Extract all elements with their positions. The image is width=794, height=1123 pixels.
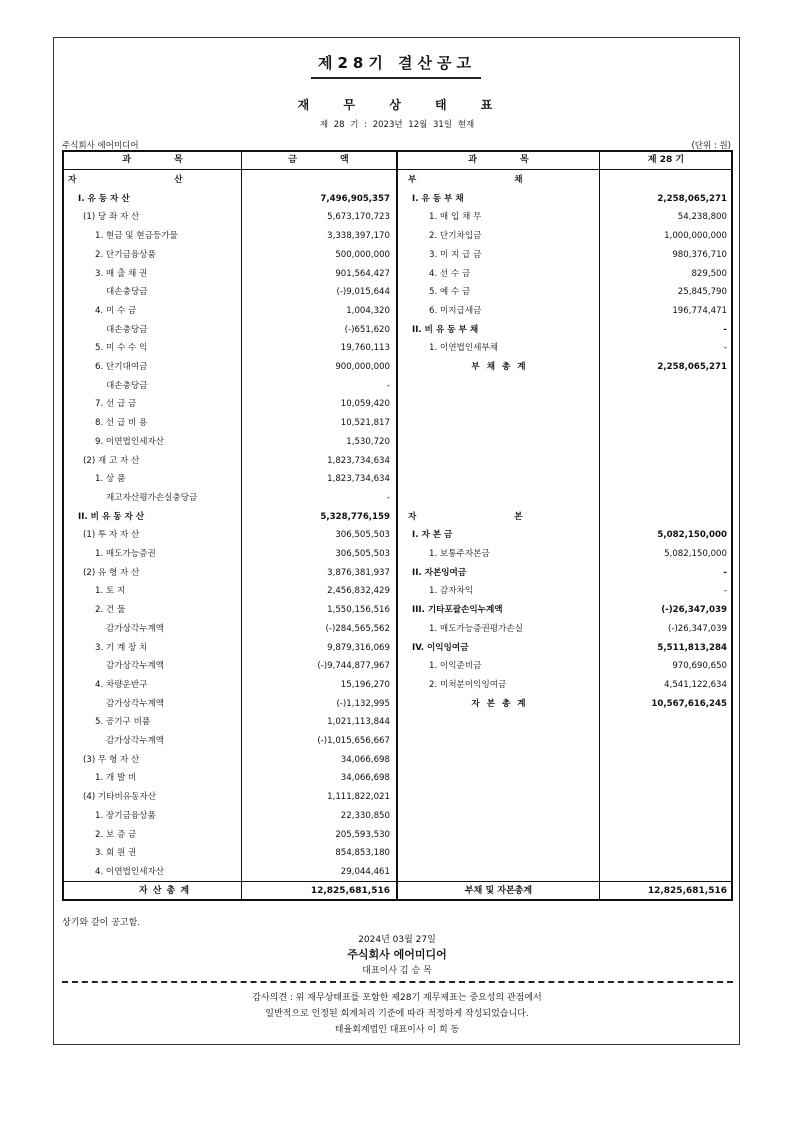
right-row-label: III. 기타포괄손익누계액 — [412, 605, 503, 616]
right-row-label: 1. 매도가능증권평가손실 — [429, 623, 523, 634]
left-row-label: (2) 유 형 자 산 — [83, 567, 140, 578]
left-row-label: 4. 차량운반구 — [95, 679, 148, 690]
left-row-label: 1. 개 발 비 — [95, 773, 137, 784]
right-row-label: 3. 미 지 급 금 — [429, 249, 482, 260]
left-row-label: 1. 상 품 — [95, 474, 126, 485]
left-row — [64, 863, 396, 882]
right-row — [398, 545, 733, 564]
left-row-amount: (-)284,565,562 — [325, 623, 390, 634]
left-row — [64, 265, 396, 284]
left-row-label: 6. 단기대여금 — [95, 362, 148, 372]
left-row — [64, 470, 396, 489]
left-row — [64, 620, 396, 639]
left-row-amount: - — [386, 492, 390, 503]
right-row-amount: 829,500 — [691, 268, 727, 279]
left-row-label: (4) 기타비유동자산 — [83, 792, 157, 803]
left-row-label: (1) 투 자 자 산 — [83, 530, 140, 541]
left-row — [64, 657, 396, 676]
left-row — [64, 321, 396, 340]
left-row — [64, 545, 396, 564]
left-row — [64, 433, 396, 452]
left-row-amount: 34,066,698 — [340, 773, 390, 784]
right-row-amount: 196,774,471 — [672, 305, 727, 316]
left-row-amount: 306,505,503 — [335, 530, 390, 541]
left-row-label: 4. 미 수 금 — [95, 305, 137, 316]
left-row — [64, 844, 396, 863]
left-row — [64, 171, 396, 190]
right-row — [398, 620, 733, 639]
left-row-amount: 900,000,000 — [335, 362, 390, 372]
right-row-label: 1. 매 입 채 무 — [429, 212, 482, 223]
left-row-label: 1. 매도가능증권 — [95, 549, 156, 559]
left-row-amount: (-)651,620 — [344, 324, 390, 335]
left-row — [64, 695, 396, 714]
left-row-label: 7. 선 급 금 — [95, 399, 137, 410]
left-row-amount: 7,496,905,357 — [320, 193, 390, 204]
audit-opinion-line1: 감사의견 : 위 재무상태표를 포함한 제28기 재무제표는 중요성의 관점에서 — [252, 993, 542, 1003]
title-underline — [311, 77, 481, 79]
left-row-amount: 34,066,698 — [340, 754, 390, 765]
left-row-amount: 1,823,734,634 — [327, 474, 390, 485]
right-row-amount: - — [723, 324, 727, 335]
left-row — [64, 732, 396, 751]
left-row — [64, 751, 396, 770]
right-row-label: 자 본 총 계 — [471, 698, 526, 709]
left-row-label: 5. 미 수 수 익 — [95, 343, 148, 354]
left-row-label: 2. 보 증 금 — [95, 829, 137, 840]
left-row-amount: 2,456,832,429 — [327, 586, 390, 597]
right-row — [398, 508, 733, 527]
right-row — [398, 639, 733, 658]
left-row-label: (2) 재 고 자 산 — [83, 455, 140, 466]
left-row-amount: 306,505,503 — [335, 549, 390, 559]
right-row — [398, 377, 733, 396]
left-row — [64, 676, 396, 695]
header-left-subject: 과 목 — [122, 155, 183, 165]
right-row-amount: - — [723, 567, 727, 578]
left-row-label: 2. 건 물 — [95, 605, 126, 616]
right-row — [398, 601, 733, 620]
ceo-name: 대표이사 김 승 목 — [362, 966, 432, 976]
left-row — [64, 283, 396, 302]
right-row — [398, 676, 733, 695]
left-row — [64, 227, 396, 246]
left-row-label: (1) 당 좌 자 산 — [83, 212, 140, 223]
notice-text: 상기와 같이 공고함. — [62, 918, 141, 928]
left-row-label: II. 비 유 동 자 산 — [78, 511, 145, 522]
left-row-amount: 1,021,113,844 — [327, 717, 390, 728]
left-row-amount: 5,328,776,159 — [320, 511, 390, 522]
unit-label: (단위 : 원) — [691, 141, 731, 151]
left-row — [64, 358, 396, 377]
left-row — [64, 601, 396, 620]
right-row-label: 1. 감자차익 — [429, 586, 474, 597]
left-row-amount: (-)9,015,644 — [336, 287, 390, 298]
right-row-label: IV. 이익잉여금 — [412, 642, 469, 653]
left-row-amount: 901,564,427 — [335, 268, 390, 279]
right-row-label: 부 채 — [408, 175, 523, 185]
right-row — [398, 358, 733, 377]
right-row-amount: (-)26,347,039 — [667, 623, 727, 634]
right-row — [398, 321, 733, 340]
left-row-label: 1. 현금 및 현금등가물 — [95, 231, 178, 242]
auditor-name: 태율회계법인 대표이사 이 희 동 — [334, 1025, 460, 1035]
total-liabilities-equity-label: 부채 및 자본총계 — [464, 886, 533, 896]
right-row-label: 1. 보통주자본금 — [429, 549, 490, 559]
left-row-label: 5. 공기구 비품 — [95, 717, 151, 728]
left-row — [64, 826, 396, 845]
right-row-amount: 54,238,800 — [677, 212, 727, 223]
left-row-amount: (-)1,132,995 — [336, 698, 390, 709]
right-row — [398, 339, 733, 358]
right-row-amount: 5,511,813,284 — [657, 642, 727, 653]
left-row-label: (3) 무 형 자 산 — [83, 754, 140, 765]
left-row-label: 감가상각누계액 — [106, 736, 165, 746]
audit-opinion-line2: 일반적으로 인정된 회계처리 기준에 따라 적정하게 작성되었습니다. — [265, 1009, 529, 1019]
right-row-amount: - — [723, 343, 727, 354]
right-row — [398, 302, 733, 321]
right-row — [398, 526, 733, 545]
right-row — [398, 433, 733, 452]
right-row-label: 5. 예 수 금 — [429, 287, 471, 298]
right-row-amount: 1,000,000,000 — [664, 231, 727, 242]
right-row — [398, 265, 733, 284]
company-name: 주식회사 에어미디어 — [347, 948, 447, 961]
left-row-label: 3. 기 계 장 치 — [95, 642, 148, 653]
total-assets-label: 자 산 총 계 — [138, 886, 190, 896]
left-row-amount: 500,000,000 — [335, 249, 390, 260]
right-row-label: II. 자본잉여금 — [412, 567, 467, 578]
right-row-label: 1. 이연법인세부채 — [429, 343, 499, 354]
header-right-amount: 제 28 기 — [647, 155, 685, 165]
right-row — [398, 489, 733, 508]
left-row-amount: 205,593,530 — [335, 829, 390, 840]
right-row — [398, 695, 733, 714]
right-row-amount: 2,258,065,271 — [657, 362, 727, 372]
page-title: 제28기 결산공고 — [317, 54, 477, 72]
left-row — [64, 769, 396, 788]
balance-sheet-table — [62, 150, 733, 901]
announcement-date: 2024년 03월 27일 — [358, 935, 436, 945]
right-row — [398, 246, 733, 265]
left-row-amount: 1,004,320 — [346, 305, 390, 316]
right-row — [398, 657, 733, 676]
statement-title: 재 무 상 태 표 — [297, 98, 497, 112]
left-row-amount: 22,330,850 — [340, 810, 390, 821]
left-row-amount: - — [386, 380, 390, 391]
left-row-label: 감가상각누계액 — [106, 623, 165, 634]
left-row-amount: 5,673,170,723 — [327, 212, 390, 223]
total-liabilities-equity-amount: 12,825,681,516 — [647, 886, 727, 896]
left-row-label: 대손충당금 — [106, 324, 148, 335]
left-row — [64, 190, 396, 209]
right-row-label: I. 자 본 금 — [412, 530, 453, 541]
right-row-amount: 5,082,150,000 — [657, 530, 727, 541]
right-row — [398, 582, 733, 601]
header-right-subject: 과 목 — [468, 155, 529, 165]
header-rule — [64, 169, 731, 170]
left-row-amount: 3,338,397,170 — [327, 231, 390, 242]
right-row — [398, 414, 733, 433]
right-row — [398, 171, 733, 190]
left-row-amount: 854,853,180 — [335, 848, 390, 859]
left-row — [64, 713, 396, 732]
right-row-label: 6. 미지급세금 — [429, 305, 482, 316]
right-row — [398, 283, 733, 302]
right-row-amount: 4,541,122,634 — [664, 679, 727, 690]
left-row-amount: 10,521,817 — [340, 418, 390, 429]
left-row-amount: 1,823,734,634 — [327, 455, 390, 466]
left-row-label: 3. 회 원 권 — [95, 848, 137, 859]
left-row-label: 9. 이연법인세자산 — [95, 436, 165, 447]
left-row-label: 재고자산평가손실충당금 — [106, 492, 198, 503]
right-row-amount: 10,567,616,245 — [651, 698, 727, 709]
left-row-amount: 1,111,822,021 — [327, 792, 390, 803]
left-row — [64, 377, 396, 396]
right-row-amount: - — [723, 586, 727, 597]
left-row — [64, 339, 396, 358]
right-row — [398, 452, 733, 471]
left-row-label: 대손충당금 — [106, 380, 148, 391]
right-row-amount: (-)26,347,039 — [661, 605, 727, 616]
left-row-label: 1. 토 지 — [95, 586, 126, 597]
right-row-label: I. 유 동 부 채 — [412, 193, 464, 204]
left-row-amount: 15,196,270 — [340, 679, 390, 690]
right-row-amount: 980,376,710 — [672, 249, 727, 260]
left-row — [64, 526, 396, 545]
left-row — [64, 246, 396, 265]
left-row — [64, 452, 396, 471]
company-name-header: 주식회사 에어미디어 — [62, 141, 139, 151]
left-row — [64, 564, 396, 583]
right-row-label: 부 채 총 계 — [471, 362, 526, 372]
left-row-amount: 1,530,720 — [346, 436, 390, 447]
right-row — [398, 227, 733, 246]
left-row — [64, 639, 396, 658]
left-row-amount: 10,059,420 — [340, 399, 390, 410]
left-row — [64, 582, 396, 601]
left-row — [64, 208, 396, 227]
right-row-amount: 5,082,150,000 — [664, 549, 727, 559]
right-row-amount: 25,845,790 — [677, 287, 727, 298]
right-row — [398, 208, 733, 227]
left-row-amount: 1,550,156,516 — [327, 605, 390, 616]
left-row — [64, 395, 396, 414]
left-row-label: I. 유 동 자 산 — [78, 193, 130, 204]
right-row-label: 2. 미처분이익잉여금 — [429, 679, 507, 690]
left-row-label: 3. 매 출 채 권 — [95, 268, 148, 279]
right-row-label: II. 비 유 동 부 채 — [412, 324, 479, 335]
right-row — [398, 564, 733, 583]
right-row-label: 자 본 — [408, 511, 523, 522]
right-row-amount: 970,690,650 — [672, 661, 727, 672]
right-row-amount: 2,258,065,271 — [657, 193, 727, 204]
left-row — [64, 302, 396, 321]
header-left-amount: 금 액 — [288, 155, 349, 165]
left-row — [64, 414, 396, 433]
left-row-label: 2. 단기금융상품 — [95, 249, 156, 260]
left-row-label: 자 산 — [68, 175, 183, 185]
left-row-label: 8. 선 급 비 용 — [95, 418, 148, 429]
left-row-amount: 3,876,381,937 — [327, 567, 390, 578]
left-row — [64, 788, 396, 807]
left-row-amount: (-)9,744,877,967 — [317, 661, 390, 672]
right-row-label: 1. 이익준비금 — [429, 661, 482, 672]
right-row — [398, 395, 733, 414]
total-assets-amount: 12,825,681,516 — [310, 886, 390, 896]
right-row-label: 4. 선 수 금 — [429, 268, 471, 279]
left-row-label: 감가상각누계액 — [106, 661, 165, 672]
left-row — [64, 489, 396, 508]
left-row-label: 감가상각누계액 — [106, 698, 165, 709]
left-row — [64, 508, 396, 527]
fiscal-period: 제 28 기 : 2023년 12월 31일 현재 — [319, 120, 475, 130]
right-row-label: 2. 단기차입금 — [429, 231, 482, 242]
left-row-amount: 9,879,316,069 — [327, 642, 390, 653]
left-row-label: 1. 장기금융상품 — [95, 810, 156, 821]
right-row — [398, 190, 733, 209]
right-row — [398, 470, 733, 489]
left-row-label: 4. 이연법인세자산 — [95, 866, 165, 877]
left-row-label: 대손충당금 — [106, 287, 148, 298]
left-row-amount: 19,760,113 — [340, 343, 390, 354]
left-row — [64, 807, 396, 826]
left-row-amount: 29,044,461 — [340, 866, 390, 877]
left-row-amount: (-)1,015,656,667 — [317, 736, 390, 746]
dashed-separator — [62, 981, 733, 983]
